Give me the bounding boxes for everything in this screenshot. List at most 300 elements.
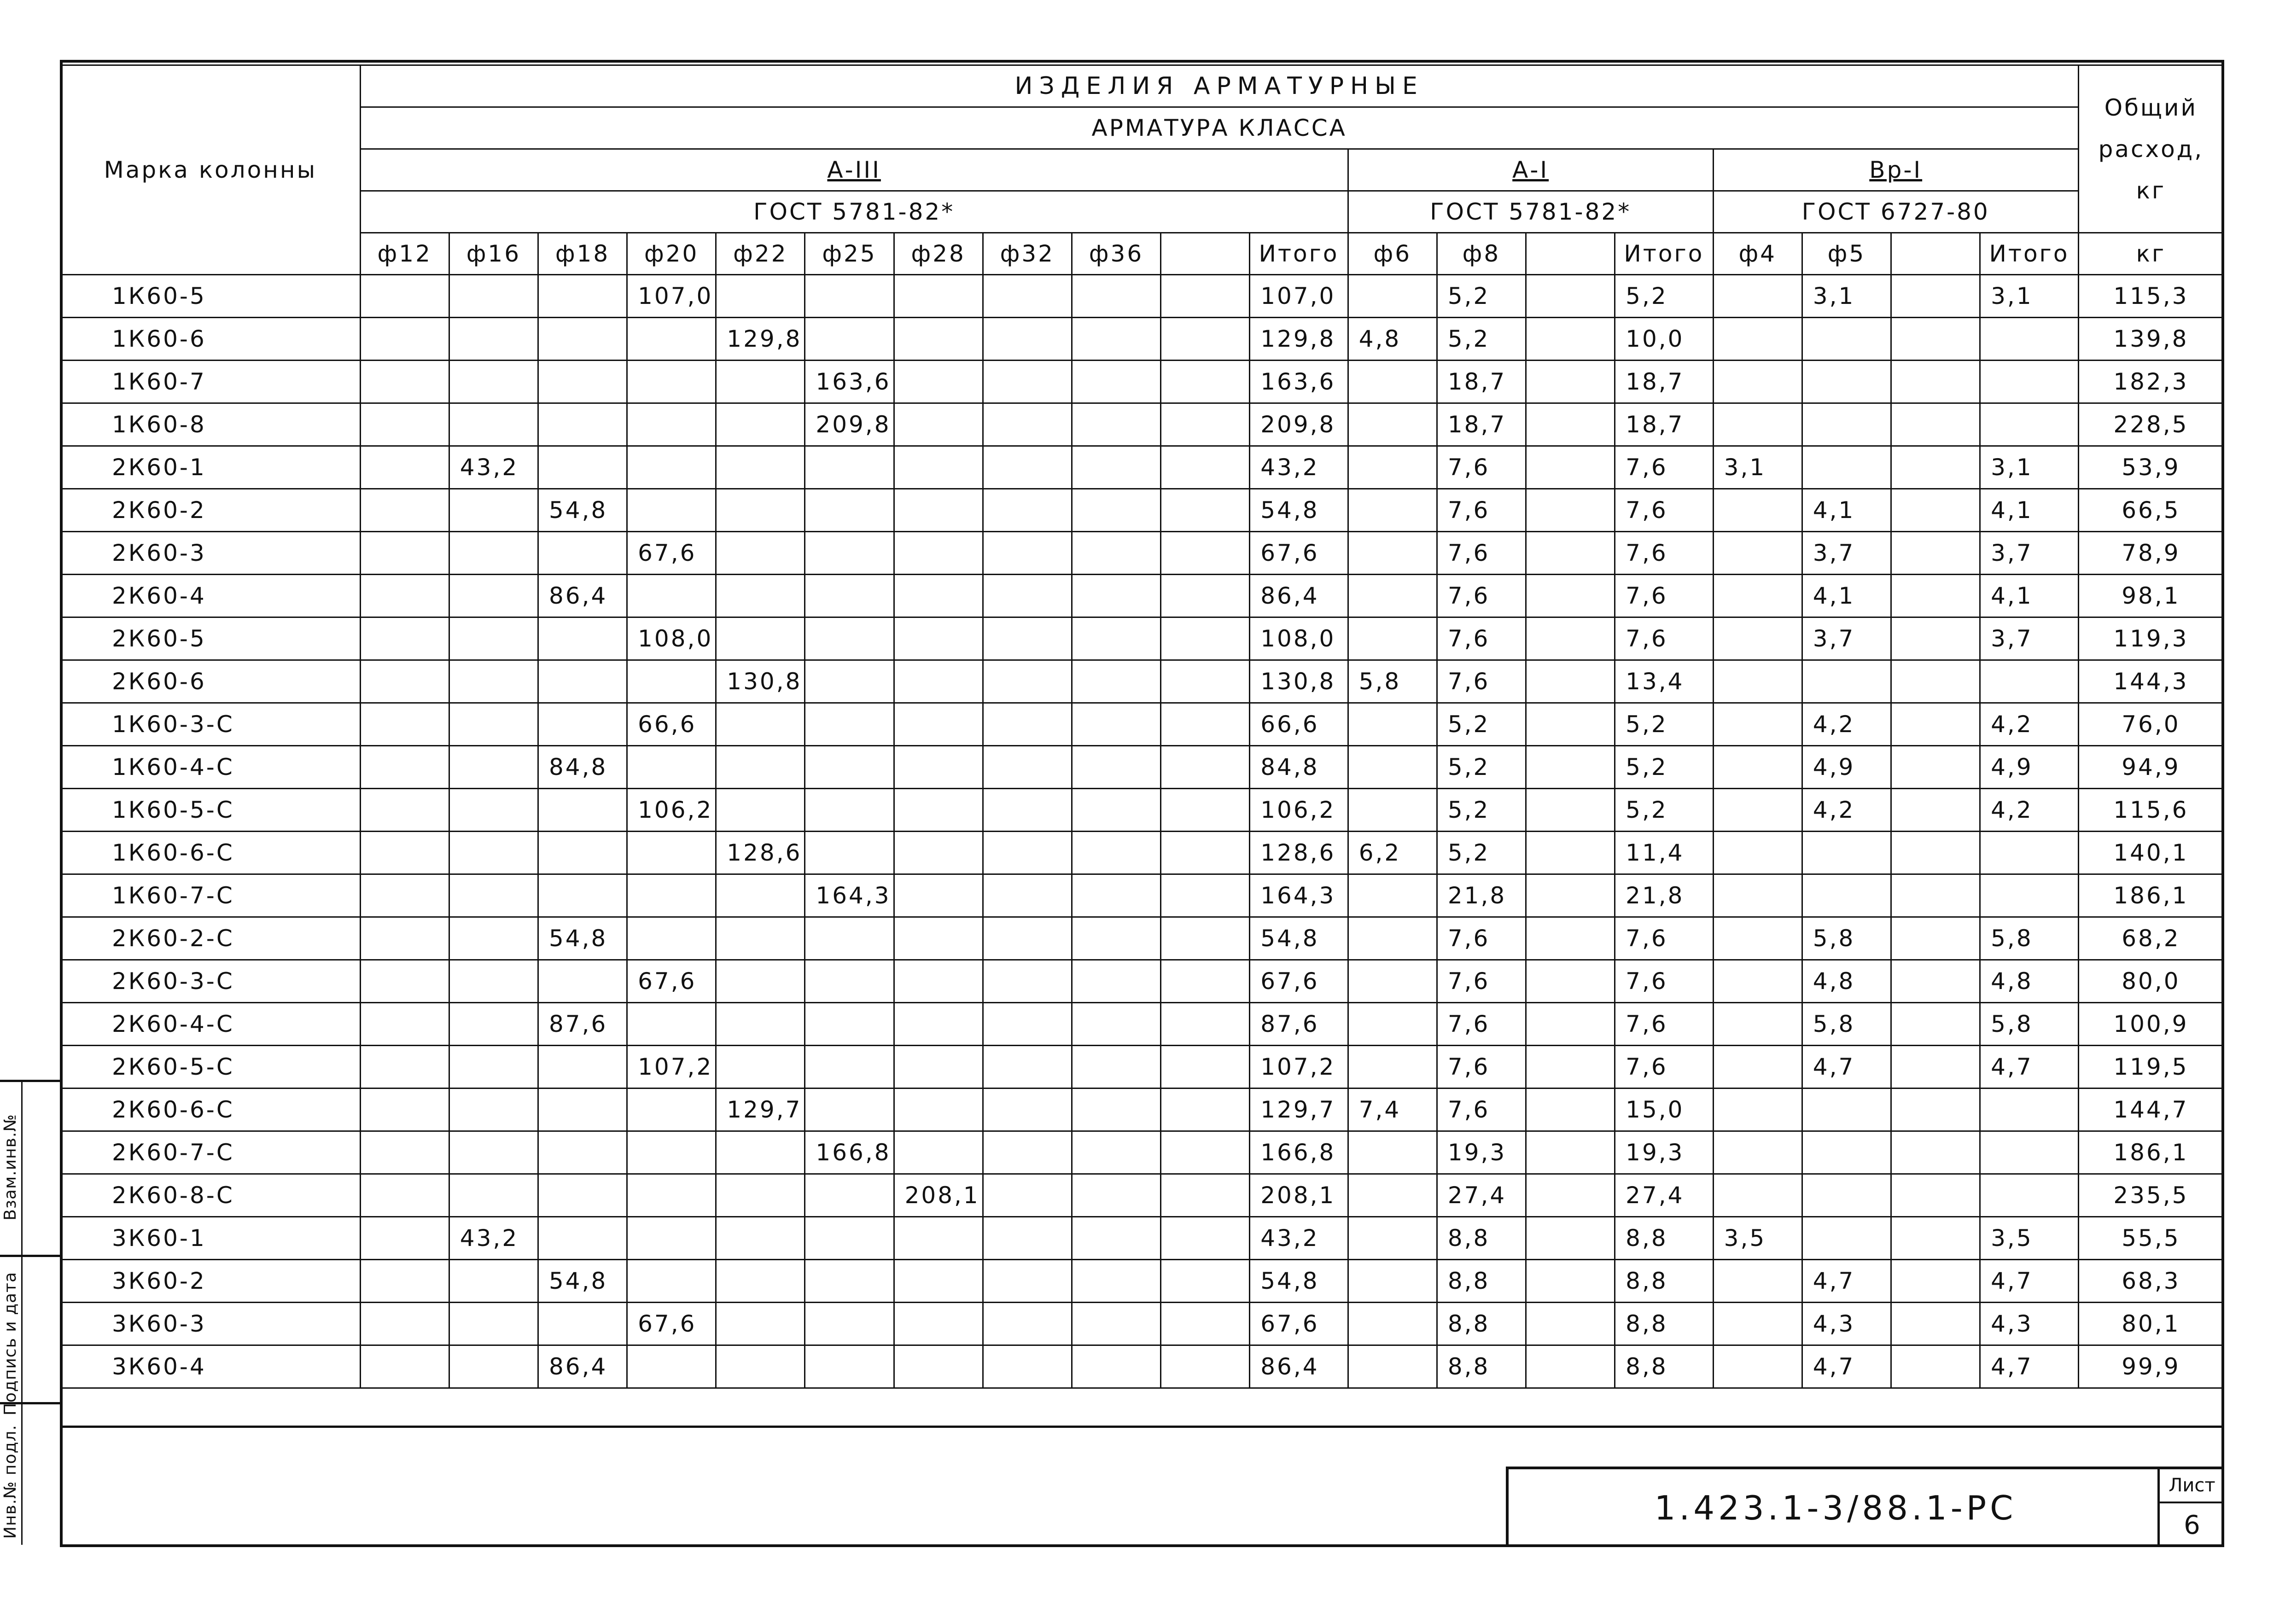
table-cell: 5,8 (1802, 1003, 1891, 1046)
table-cell: 3,1 (1980, 446, 2079, 489)
table-cell: 87,6 (1250, 1003, 1348, 1046)
table-cell: 66,6 (627, 703, 716, 746)
table-cell (1980, 1174, 2079, 1217)
table-cell: 43,2 (449, 1217, 538, 1260)
table-cell (360, 532, 449, 575)
table-cell (1348, 1174, 1437, 1217)
table-cell (1161, 789, 1250, 832)
table-cell (360, 1260, 449, 1303)
table-cell (1980, 660, 2079, 703)
table-row (61, 1260, 2224, 1303)
table-cell: 5,2 (1437, 703, 1526, 746)
table-cell: 5,8 (1802, 917, 1891, 960)
table-cell (1980, 832, 2079, 874)
table-cell (1980, 361, 2079, 403)
table-row (61, 1174, 2224, 1217)
table-cell (449, 917, 538, 960)
table-row (61, 1131, 2224, 1174)
table-cell (1713, 1345, 1802, 1388)
table-cell: 43,2 (1250, 1217, 1348, 1260)
table-cell (1802, 832, 1891, 874)
table-cell: 5,2 (1437, 275, 1526, 318)
table-cell (449, 1260, 538, 1303)
table-cell (1526, 960, 1615, 1003)
table-cell (894, 1131, 983, 1174)
table-cell (538, 660, 627, 703)
table-cell (1980, 874, 2079, 917)
table-cell (983, 1217, 1072, 1260)
table-cell (1072, 789, 1160, 832)
table-cell (1802, 446, 1891, 489)
total-cell: 66,5 (2078, 489, 2223, 532)
column-header: ф25 (805, 233, 894, 275)
table-cell (894, 532, 983, 575)
column-header: Итого (1980, 233, 2079, 275)
column-mark: 2К60-2 (61, 489, 361, 532)
table-row (61, 1217, 2224, 1260)
table-cell (1802, 361, 1891, 403)
table-row (61, 1046, 2224, 1088)
table-cell (983, 1260, 1072, 1303)
table-cell (1072, 489, 1160, 532)
table-cell (1802, 1088, 1891, 1131)
total-cell: 68,3 (2078, 1260, 2223, 1303)
table-cell (1072, 1003, 1160, 1046)
table-cell (1713, 1260, 1802, 1303)
table-cell (1891, 1003, 1980, 1046)
column-header: Итого (1615, 233, 1713, 275)
side-divider (0, 1402, 60, 1404)
table-cell (983, 1046, 1072, 1088)
table-cell (1161, 1260, 1250, 1303)
table-cell (1072, 703, 1160, 746)
table-cell (1713, 703, 1802, 746)
table-cell (627, 361, 716, 403)
table-cell (627, 874, 716, 917)
table-cell (716, 1003, 805, 1046)
side-label-sign-date: Подпись и дата (1, 1271, 20, 1416)
mark-header: Марка колонны (61, 65, 361, 275)
table-cell (1526, 1003, 1615, 1046)
table-cell (983, 1303, 1072, 1345)
table-cell (360, 1174, 449, 1217)
table-cell: 107,2 (627, 1046, 716, 1088)
table-cell (894, 1260, 983, 1303)
class-vr1: Вр-I (1713, 149, 2078, 191)
table-cell (1161, 446, 1250, 489)
table-cell (894, 1003, 983, 1046)
table-cell (1072, 1046, 1160, 1088)
table-cell: 129,7 (716, 1088, 805, 1131)
table-cell (983, 789, 1072, 832)
table-row (61, 275, 2224, 318)
table-cell (1891, 617, 1980, 660)
table-cell (1072, 874, 1160, 917)
column-header: ф4 (1713, 233, 1802, 275)
gost-a1: ГОСТ 5781-82* (1348, 191, 1713, 233)
table-cell (538, 617, 627, 660)
table-cell (1891, 489, 1980, 532)
table-cell: 18,7 (1615, 403, 1713, 446)
table-cell (1713, 917, 1802, 960)
table-cell (1161, 660, 1250, 703)
column-mark: 3К60-3 (61, 1303, 361, 1345)
table-cell (1161, 703, 1250, 746)
table-row (61, 746, 2224, 789)
table-cell: 4,2 (1802, 703, 1891, 746)
table-cell (1891, 960, 1980, 1003)
table-cell (627, 660, 716, 703)
table-cell: 67,6 (1250, 960, 1348, 1003)
column-header: ф36 (1072, 233, 1160, 275)
table-cell (1072, 1217, 1160, 1260)
table-cell (1526, 1088, 1615, 1131)
total-cell: 228,5 (2078, 403, 2223, 446)
table-cell (360, 1303, 449, 1345)
table-cell: 106,2 (627, 789, 716, 832)
table-cell (1072, 1088, 1160, 1131)
table-cell (360, 403, 449, 446)
table-cell: 7,6 (1437, 489, 1526, 532)
table-cell (627, 917, 716, 960)
table-cell (1891, 660, 1980, 703)
table-cell: 3,7 (1980, 617, 2079, 660)
column-mark: 2К60-1 (61, 446, 361, 489)
table-cell: 3,1 (1802, 275, 1891, 318)
table-cell: 66,6 (1250, 703, 1348, 746)
table-cell (1526, 1046, 1615, 1088)
table-cell (894, 489, 983, 532)
table-cell (1072, 960, 1160, 1003)
total-cell: 144,3 (2078, 660, 2223, 703)
table-cell (1072, 275, 1160, 318)
table-cell (1161, 1174, 1250, 1217)
table-cell (449, 832, 538, 874)
column-mark: 3К60-4 (61, 1345, 361, 1388)
column-header: ф20 (627, 233, 716, 275)
column-mark: 1К60-6-С (61, 832, 361, 874)
table-row (61, 1345, 2224, 1388)
table-cell: 7,6 (1615, 489, 1713, 532)
table-cell: 6,2 (1348, 832, 1437, 874)
table-cell (1348, 703, 1437, 746)
table-cell (894, 703, 983, 746)
table-cell: 5,2 (1437, 832, 1526, 874)
column-header: ф22 (716, 233, 805, 275)
table-cell (716, 789, 805, 832)
title-block (1506, 1467, 2224, 1547)
table-cell: 4,9 (1980, 746, 2079, 789)
table-cell (360, 575, 449, 617)
table-row (61, 917, 2224, 960)
table-cell (1072, 575, 1160, 617)
table-cell: 7,6 (1437, 917, 1526, 960)
table-cell (983, 660, 1072, 703)
table-cell (805, 446, 894, 489)
table-cell (360, 1088, 449, 1131)
table-cell (1713, 489, 1802, 532)
table-cell: 163,6 (805, 361, 894, 403)
table-row (61, 1003, 2224, 1046)
column-header (1161, 233, 1250, 275)
column-mark: 2К60-6 (61, 660, 361, 703)
table-cell (1891, 874, 1980, 917)
table-cell (716, 1131, 805, 1174)
table-cell (627, 1345, 716, 1388)
total-cell: 68,2 (2078, 917, 2223, 960)
table-cell: 67,6 (627, 960, 716, 1003)
table-cell (716, 361, 805, 403)
table-cell (805, 960, 894, 1003)
total-cell: 139,8 (2078, 318, 2223, 361)
table-cell: 4,1 (1802, 575, 1891, 617)
table-cell: 4,3 (1802, 1303, 1891, 1345)
table-cell (1072, 746, 1160, 789)
table-cell: 67,6 (1250, 1303, 1348, 1345)
table-cell: 7,6 (1437, 1046, 1526, 1088)
column-header: ф28 (894, 233, 983, 275)
table-cell (1891, 575, 1980, 617)
table-cell: 54,8 (1250, 489, 1348, 532)
table-row (61, 874, 2224, 917)
table-cell (1980, 1088, 2079, 1131)
table-cell: 5,2 (1437, 746, 1526, 789)
table-cell (1348, 275, 1437, 318)
table-cell (805, 1345, 894, 1388)
table-cell (1072, 446, 1160, 489)
table-cell (1713, 532, 1802, 575)
table-cell (1802, 403, 1891, 446)
table-cell (716, 917, 805, 960)
table-cell: 128,6 (716, 832, 805, 874)
column-header: ф8 (1437, 233, 1526, 275)
table-cell: 166,8 (805, 1131, 894, 1174)
table-cell (538, 1303, 627, 1345)
table-cell (805, 1174, 894, 1217)
table-cell (1526, 318, 1615, 361)
column-header: ф18 (538, 233, 627, 275)
table-cell: 107,2 (1250, 1046, 1348, 1088)
table-cell: 7,6 (1615, 617, 1713, 660)
table-row (61, 789, 2224, 832)
total-cell: 98,1 (2078, 575, 2223, 617)
table-cell (360, 1217, 449, 1260)
table-cell (1526, 832, 1615, 874)
table-cell (449, 1003, 538, 1046)
table-cell (716, 1217, 805, 1260)
side-label-inv-orig: Инв.№ подл. (1, 1425, 20, 1539)
table-cell (1526, 403, 1615, 446)
table-cell (360, 1131, 449, 1174)
table-cell (805, 532, 894, 575)
table-cell (538, 1131, 627, 1174)
table-cell (1526, 489, 1615, 532)
table-cell (983, 960, 1072, 1003)
column-mark: 2К60-3-С (61, 960, 361, 1003)
table-cell (716, 403, 805, 446)
table-cell (983, 361, 1072, 403)
table-cell (716, 446, 805, 489)
column-mark: 2К60-5 (61, 617, 361, 660)
table-cell (983, 489, 1072, 532)
table-cell (1348, 1345, 1437, 1388)
table-cell: 54,8 (538, 1260, 627, 1303)
table-cell (1161, 960, 1250, 1003)
table-cell: 13,4 (1615, 660, 1713, 703)
table-cell (538, 703, 627, 746)
table-cell (360, 1345, 449, 1388)
table-cell: 4,1 (1802, 489, 1891, 532)
table-cell (627, 1131, 716, 1174)
table-cell (805, 1303, 894, 1345)
table-cell: 5,8 (1348, 660, 1437, 703)
column-mark: 1К60-5 (61, 275, 361, 318)
table-cell (716, 1046, 805, 1088)
table-cell (360, 746, 449, 789)
table-cell: 27,4 (1437, 1174, 1526, 1217)
table-cell (1891, 789, 1980, 832)
total-cell: 119,3 (2078, 617, 2223, 660)
column-mark: 2К60-4-С (61, 1003, 361, 1046)
table-cell: 21,8 (1437, 874, 1526, 917)
table-cell (1161, 917, 1250, 960)
table-cell (1526, 703, 1615, 746)
table-cell (1348, 1131, 1437, 1174)
table-cell: 5,8 (1980, 1003, 2079, 1046)
table-cell (983, 403, 1072, 446)
table-cell (449, 960, 538, 1003)
table-cell: 5,2 (1615, 746, 1713, 789)
table-cell: 208,1 (1250, 1174, 1348, 1217)
table-cell (1980, 318, 2079, 361)
side-stamp (0, 1080, 60, 1545)
table-cell: 4,8 (1980, 960, 2079, 1003)
table-cell: 130,8 (1250, 660, 1348, 703)
table-cell (1713, 1174, 1802, 1217)
table-cell: 8,8 (1615, 1345, 1713, 1388)
table-cell (627, 489, 716, 532)
table-cell (1713, 1303, 1802, 1345)
table-cell: 129,8 (1250, 318, 1348, 361)
table-cell (1072, 1345, 1160, 1388)
table-cell (1348, 746, 1437, 789)
table-cell (983, 1174, 1072, 1217)
table-cell (449, 617, 538, 660)
total-cell: 115,6 (2078, 789, 2223, 832)
sheet-number: 6 (2184, 1510, 2200, 1540)
table-cell (1713, 1131, 1802, 1174)
table-cell (1713, 575, 1802, 617)
table-cell (1891, 1303, 1980, 1345)
table-cell (716, 960, 805, 1003)
table-row (61, 660, 2224, 703)
column-mark: 3К60-1 (61, 1217, 361, 1260)
table-cell (449, 703, 538, 746)
table-cell (1161, 275, 1250, 318)
table-cell: 5,2 (1615, 703, 1713, 746)
column-header: ф6 (1348, 233, 1437, 275)
table-cell (716, 617, 805, 660)
table-cell (360, 361, 449, 403)
column-mark: 1К60-8 (61, 403, 361, 446)
table-cell (1348, 532, 1437, 575)
table-cell (894, 832, 983, 874)
table-cell (1161, 1046, 1250, 1088)
table-cell (1161, 746, 1250, 789)
table-cell (1161, 1303, 1250, 1345)
table-cell: 4,7 (1802, 1345, 1891, 1388)
table-cell: 21,8 (1615, 874, 1713, 917)
table-cell: 18,7 (1437, 403, 1526, 446)
table-cell (449, 874, 538, 917)
table-cell: 106,2 (1250, 789, 1348, 832)
table-cell: 209,8 (805, 403, 894, 446)
table-cell: 8,8 (1615, 1260, 1713, 1303)
table-cell: 108,0 (627, 617, 716, 660)
table-cell: 18,7 (1615, 361, 1713, 403)
table-cell (360, 275, 449, 318)
table-cell (894, 1088, 983, 1131)
table-cell: 84,8 (538, 746, 627, 789)
table-cell (1891, 361, 1980, 403)
table-cell (1713, 660, 1802, 703)
table-row (61, 832, 2224, 874)
table-row (61, 1303, 2224, 1345)
table-cell (538, 1046, 627, 1088)
column-mark: 1К60-3-С (61, 703, 361, 746)
table-cell (627, 575, 716, 617)
table-cell (894, 617, 983, 660)
table-cell (1891, 1345, 1980, 1388)
table-cell: 8,8 (1437, 1260, 1526, 1303)
table-cell (1348, 1260, 1437, 1303)
table-cell (1980, 1131, 2079, 1174)
table-cell: 7,4 (1348, 1088, 1437, 1131)
table-cell (1713, 746, 1802, 789)
table-cell (449, 1303, 538, 1345)
table-cell (1713, 789, 1802, 832)
side-label-inv-repl: Взам.инв.№ (1, 1114, 20, 1221)
table-cell (805, 575, 894, 617)
document-code: 1.423.1-3/88.1-РС (1654, 1489, 2017, 1527)
table-cell: 4,2 (1980, 789, 2079, 832)
column-mark: 2К60-2-С (61, 917, 361, 960)
table-row (61, 446, 2224, 489)
table-cell (449, 1131, 538, 1174)
table-cell (1161, 575, 1250, 617)
table-cell (1161, 318, 1250, 361)
table-cell: 7,6 (1437, 1088, 1526, 1131)
column-mark: 1К60-5-С (61, 789, 361, 832)
table-cell (894, 789, 983, 832)
total-header: Общий расход, кг (2078, 65, 2223, 233)
table-cell (449, 1345, 538, 1388)
table-cell: 54,8 (538, 917, 627, 960)
table-cell (360, 960, 449, 1003)
table-cell (1526, 660, 1615, 703)
table-cell (805, 489, 894, 532)
table-cell: 8,8 (1615, 1217, 1713, 1260)
table-cell (1161, 361, 1250, 403)
column-mark: 1К60-4-С (61, 746, 361, 789)
column-mark: 2К60-7-С (61, 1131, 361, 1174)
table-cell (983, 1088, 1072, 1131)
table-cell (1072, 617, 1160, 660)
table-cell: 4,3 (1980, 1303, 2079, 1345)
table-cell: 8,8 (1437, 1303, 1526, 1345)
column-mark: 1К60-7-С (61, 874, 361, 917)
table-cell (1348, 489, 1437, 532)
